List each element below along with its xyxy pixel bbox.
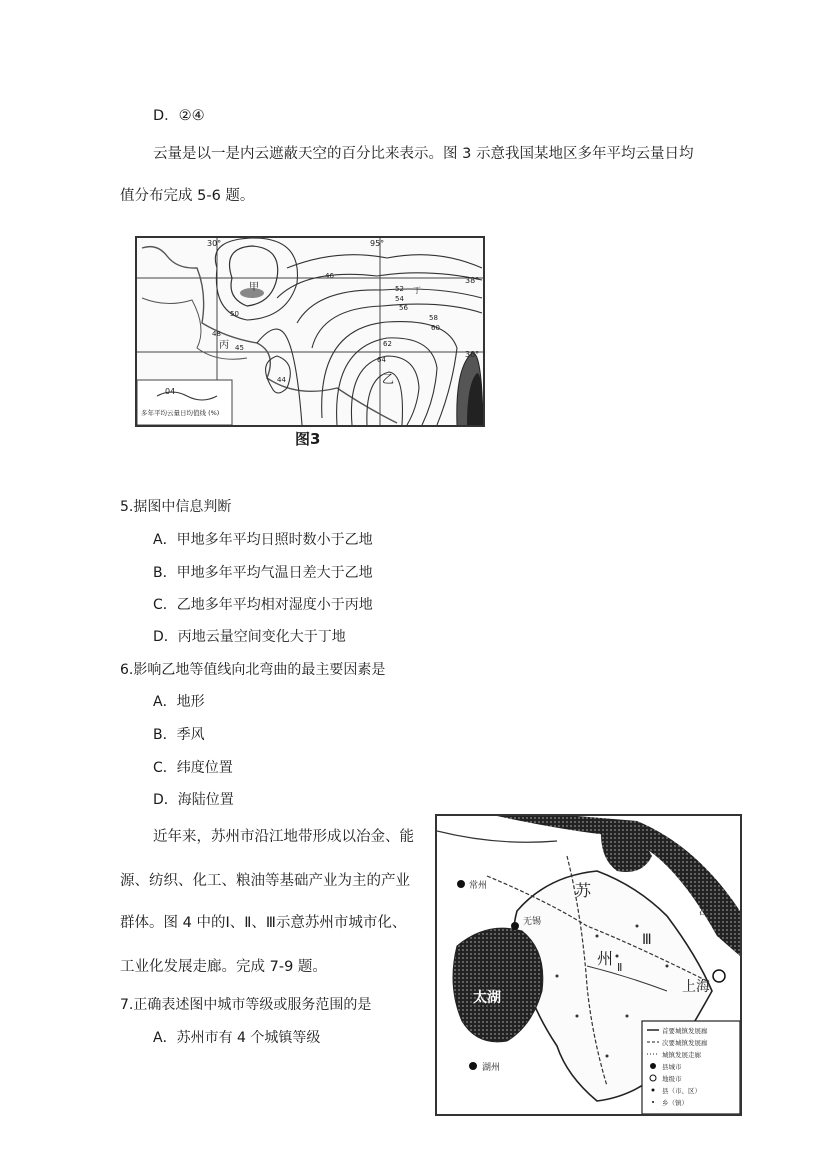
label-bing: 丙 (219, 340, 229, 351)
q5-option-d: D．丙地云量空间变化大于丁地 (153, 629, 346, 645)
iso-label: 48 (212, 330, 221, 338)
label-corridor-ii: Ⅱ (617, 961, 623, 974)
intro2-line-2: 源、纺织、化工、粮油等基础产业为主的产业 (120, 873, 410, 889)
legend-value: 04 (165, 387, 176, 396)
intro2-line-1: 近年来，苏州市沿江地带形成以冶金、能 (153, 829, 414, 845)
previous-option-d: D．②④ (153, 108, 205, 124)
iso-label: 45 (235, 344, 244, 352)
legend-item: 次要城镇发展廊 (662, 1039, 708, 1047)
q6-option-c: C．纬度位置 (153, 760, 233, 776)
intro2-line-3: 群体。图 4 中的Ⅰ、Ⅱ、Ⅲ示意苏州市城市化、 (120, 915, 407, 931)
q7-option-a: A．苏州市有 4 个城镇等级 (153, 1030, 321, 1046)
iso-label: 56 (399, 304, 408, 312)
iso-label: 60 (431, 324, 440, 332)
q5-stem: 5.据图中信息判断 (120, 499, 232, 515)
legend-item: 县城市 (662, 1063, 682, 1071)
iso-label: 58 (429, 314, 438, 322)
huzhou-marker (469, 1062, 477, 1070)
label-jia: 甲 (249, 282, 259, 293)
wuxi-marker (511, 922, 519, 930)
shanghai-marker (713, 970, 725, 982)
intro-paragraph-line-2: 值分布完成 5-6 题。 (120, 188, 255, 204)
lon-label-95: 95° (370, 239, 385, 248)
label-zhou: 州 (597, 949, 614, 968)
q5-option-a: A．甲地多年平均日照时数小于乙地 (153, 532, 373, 548)
iso-label: 62 (383, 340, 392, 348)
label-jiang: 江 (699, 904, 710, 917)
label-taihu: 太湖 (473, 990, 501, 1006)
legend-text: 多年平均云量日均值线 (%) (141, 409, 220, 417)
iso-label: 64 (377, 356, 386, 364)
legend-item: 首要城镇发展廊 (662, 1027, 708, 1035)
q6-stem: 6.影响乙地等值线向北弯曲的最主要因素是 (120, 662, 386, 678)
label-ding: 丁 (413, 286, 421, 295)
intro-paragraph-line-1: 云量是以一是内云遮蔽天空的百分比来表示。图 3 示意我国某地区多年平均云量日均 (153, 146, 694, 162)
q7-stem: 7.正确表述图中城市等级或服务范围的是 (120, 997, 372, 1013)
iso-label: 50 (230, 310, 239, 318)
legend-item: 地级市 (662, 1075, 682, 1083)
q6-option-b: B．季风 (153, 727, 205, 743)
iso-label: 44 (277, 376, 286, 384)
iso-label: 46 (325, 272, 334, 280)
q5-option-c: C．乙地多年平均相对湿度小于丙地 (153, 597, 373, 613)
legend-item: 县（市、区） (662, 1087, 701, 1095)
q6-option-d: D．海陆位置 (153, 792, 234, 808)
figure-3-cloud-map (135, 236, 485, 427)
figure-4-suzhou-map (435, 814, 742, 1116)
iso-label: 52 (395, 285, 404, 293)
label-corridor-iii: Ⅲ (642, 932, 652, 948)
intro2-line-4: 工业化发展走廊。完成 7-9 题。 (120, 959, 327, 975)
label-wuxi: 无锡 (523, 917, 542, 927)
label-shanghai: 上海 (682, 979, 710, 995)
legend-item: 城镇发展走廊 (662, 1051, 701, 1059)
q5-option-b: B．甲地多年平均气温日差大于乙地 (153, 565, 373, 581)
figure-3-caption: 图3 (295, 430, 321, 448)
label-huzhou: 湖州 (482, 1063, 501, 1073)
iso-label: 54 (395, 295, 404, 303)
label-su: 苏 (575, 881, 592, 900)
lat-label-top: 38° (465, 276, 480, 285)
lat-label-mid: 30° (465, 350, 480, 359)
lon-label-30: 30° (207, 239, 222, 248)
label-yi: 乙 (382, 372, 395, 386)
label-changzhou: 常州 (469, 881, 488, 891)
q6-option-a: A．地形 (153, 694, 205, 710)
changzhou-marker (457, 880, 465, 888)
legend-item: 乡（镇） (662, 1099, 688, 1107)
